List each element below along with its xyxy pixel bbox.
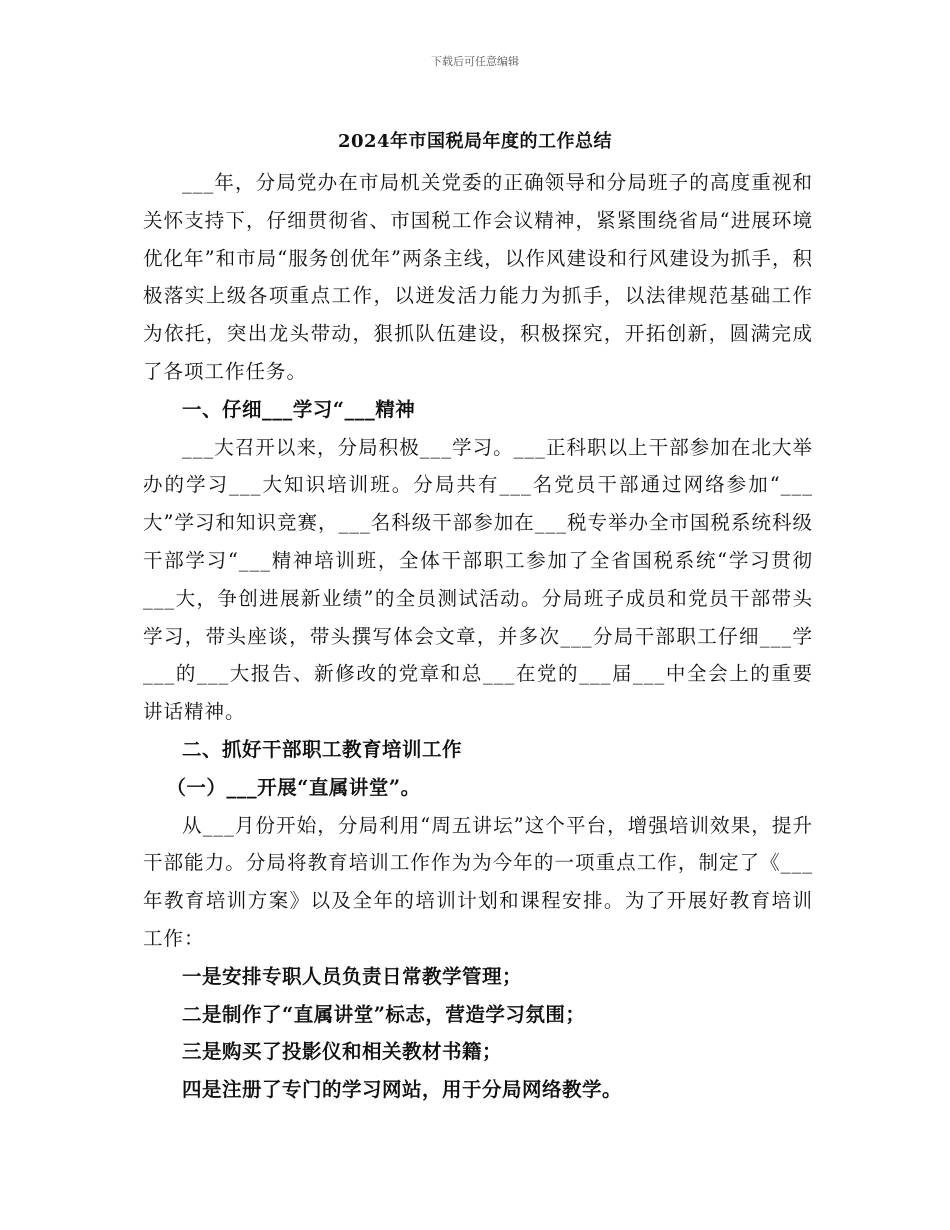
section-1-paragraph: ___大召开以来，分局积极___学习。___正科职以上干部参加在北大举办的学习___大知识培训班。分局共有___名党员干部通过网络参加“___大”学习和知识竞赛，___名科级干部参加在___税专举办全市国税系统科级干部学习“___精神培训班，全体干部职工参加了全省国税系统“学习贯彻___大，争创进展新业绩”的全员测试活动。分局班子成员和党员干部带头学习，带头座谈，带头撰写体会文章，并多次___分局干部职工仔细___学___的___大报告、新修改的党章和总___在党的___届___中全会上的重要讲话精神。 <box>143 435 813 724</box>
list-item: 三是购买了投影仪和相关教材书籍； <box>182 1040 503 1064</box>
document-title: 2024年市国税局年度的工作总结 <box>337 131 613 152</box>
section-2-subheading-1: （一）___开展“直属讲堂”。 <box>166 775 421 799</box>
document-body <box>143 164 813 1109</box>
section-2-paragraph: 从___月份开始，分局利用“周五讲坛”这个平台，增强培训效果，提升干部能力。分局将教育培训工作作为为今年的一项重点工作，制定了《___年教育培训方案》以及全年的培训计划和课程安排。为了开展好教育培训工作： <box>143 813 813 950</box>
section-1-heading: 一、仔细___学习“___精神 <box>182 397 416 421</box>
intro-paragraph: ___年，分局党办在市局机关党委的正确领导和分局班子的高度重视和关怀支持下，仔细贯彻省、市国税工作会议精神，紧紧围绕省局“进展环境优化年”和市局“服务创优年”两条主线，以作风建设和行风建设为抓手，积极落实上级各项重点工作，以迸发活力能力为抓手，以法律规范基础工作为依托，突出龙头带动，狠抓队伍建设，积极探究，开拓创新，圆满完成了各项工作任务。 <box>143 171 813 383</box>
list-item: 四是注册了专门的学习网站，用于分局网络教学。 <box>182 1078 623 1102</box>
section-2-heading: 二、抓好干部职工教育培训工作 <box>182 737 463 761</box>
page-header-note: 下载后可任意编辑 <box>431 55 519 68</box>
list-item: 一是安排专职人员负责日常教学管理； <box>182 964 523 988</box>
list-item: 二是制作了“直属讲堂”标志，营造学习氛围； <box>182 1002 586 1026</box>
